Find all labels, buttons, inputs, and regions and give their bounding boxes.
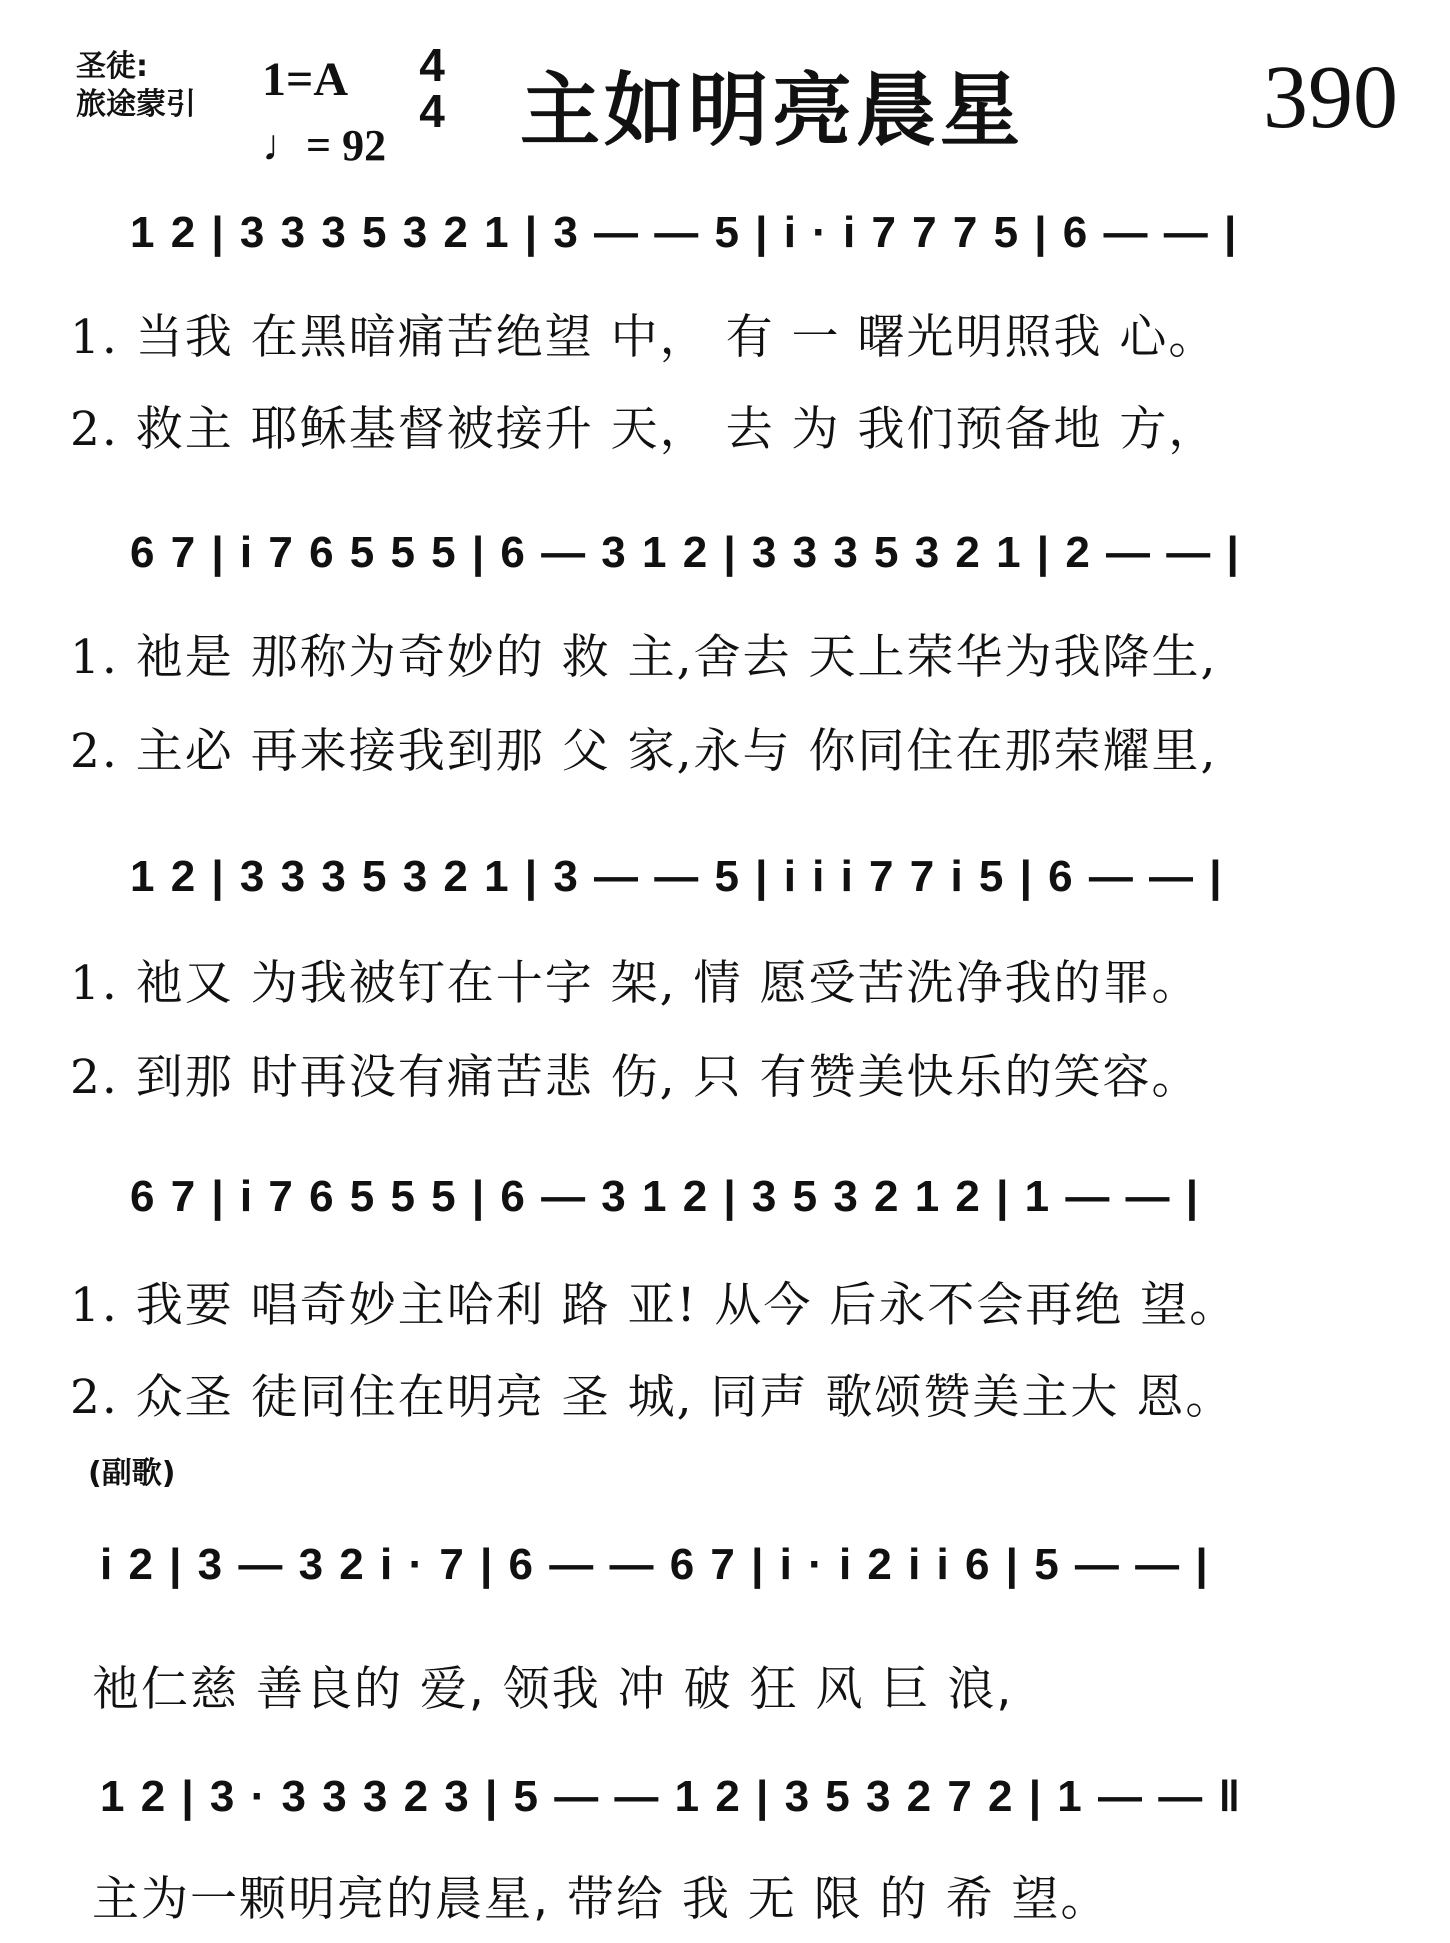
chorus-label: (副歌) xyxy=(88,1456,176,1491)
lyric-line: 2. 到那 时再没有痛苦悲 伤, 只 有赞美快乐的笑容。 xyxy=(70,1050,1201,1105)
notation-text: i 2 | 3 — 3 2 i · 7 | 6 — — 6 7 | i · i 2 i i 6 | 5 — — | xyxy=(100,1540,1210,1589)
chorus-lyric-line: 祂仁慈 善良的 爱, 领我 冲 破 狂 风 巨 浪, xyxy=(92,1662,1014,1717)
hymn-header xyxy=(0,0,1450,170)
tempo-marking: ♩= 92 xyxy=(262,121,387,170)
source-line-2: 旅途蒙引 xyxy=(76,87,196,122)
notation-text: 1 2 | 3 · 3 3 3 2 3 | 5 — — 1 2 | 3 5 3 2 7 2 | 1 — — ‖ xyxy=(100,1772,1243,1821)
lyric-line: 1. 当我 在黑暗痛苦绝望 中， 有 一 曙光明照我 心。 xyxy=(70,310,1218,365)
notation-line xyxy=(130,528,1410,604)
source-line-1: 圣徒: xyxy=(76,49,148,84)
chorus-notation-line xyxy=(100,1772,1380,1848)
notation-text: 1 2 | 3 3 3 5 3 2 1 | 3 — — 5 | i i i 7 7 i 5 | 6 — — | xyxy=(130,852,1224,901)
hymn-number: 390 xyxy=(1263,48,1398,147)
meter-top: 4 xyxy=(419,39,445,91)
notation-text: 6 7 | i 7 6 5 5 5 | 6 — 3 1 2 | 3 3 3 5 3 2 1 | 2 — — | xyxy=(130,528,1241,577)
lyric-line: 1. 祂又 为我被钉在十字 架, 情 愿受苦洗净我的罪。 xyxy=(70,956,1201,1011)
lyric-line: 1. 祂是 那称为奇妙的 救 主,舍去 天上荣华为我降生, xyxy=(70,630,1218,685)
notation-line xyxy=(130,1172,1410,1248)
time-signature xyxy=(412,39,452,137)
meter-bottom: 4 xyxy=(419,85,445,137)
notation-line xyxy=(130,208,1410,284)
lyric-line: 2. 众圣 徒同住在明亮 圣 城, 同声 歌颂赞美主大 恩。 xyxy=(70,1370,1235,1425)
chorus-notation-line xyxy=(100,1540,1380,1616)
notation-text: 6 7 | i 7 6 5 5 5 | 6 — 3 1 2 | 3 5 3 2 1 2 | 1 — — | xyxy=(130,1172,1201,1221)
lyric-line: 2. 主必 再来接我到那 父 家,永与 你同住在那荣耀里, xyxy=(70,724,1218,779)
hymn-title: 主如明亮晨星 xyxy=(520,64,1024,157)
notation-line xyxy=(130,852,1410,928)
lyric-line: 2. 救主 耶稣基督被接升 天， 去 为 我们预备地 方， xyxy=(70,402,1218,457)
chorus-lyric-line: 主为一颗明亮的晨星, 带给 我 无 限 的 希 望。 xyxy=(92,1872,1110,1927)
key-label: 1=A xyxy=(262,53,349,106)
notation-text: 1 2 | 3 3 3 5 3 2 1 | 3 — — 5 | i · i 7 7 7 5 | 6 — — | xyxy=(130,208,1239,257)
source-credit xyxy=(76,48,196,124)
key-signature xyxy=(262,52,348,107)
lyric-line: 1. 我要 唱奇妙主哈利 路 亚! 从今 后永不会再绝 望。 xyxy=(70,1278,1239,1333)
